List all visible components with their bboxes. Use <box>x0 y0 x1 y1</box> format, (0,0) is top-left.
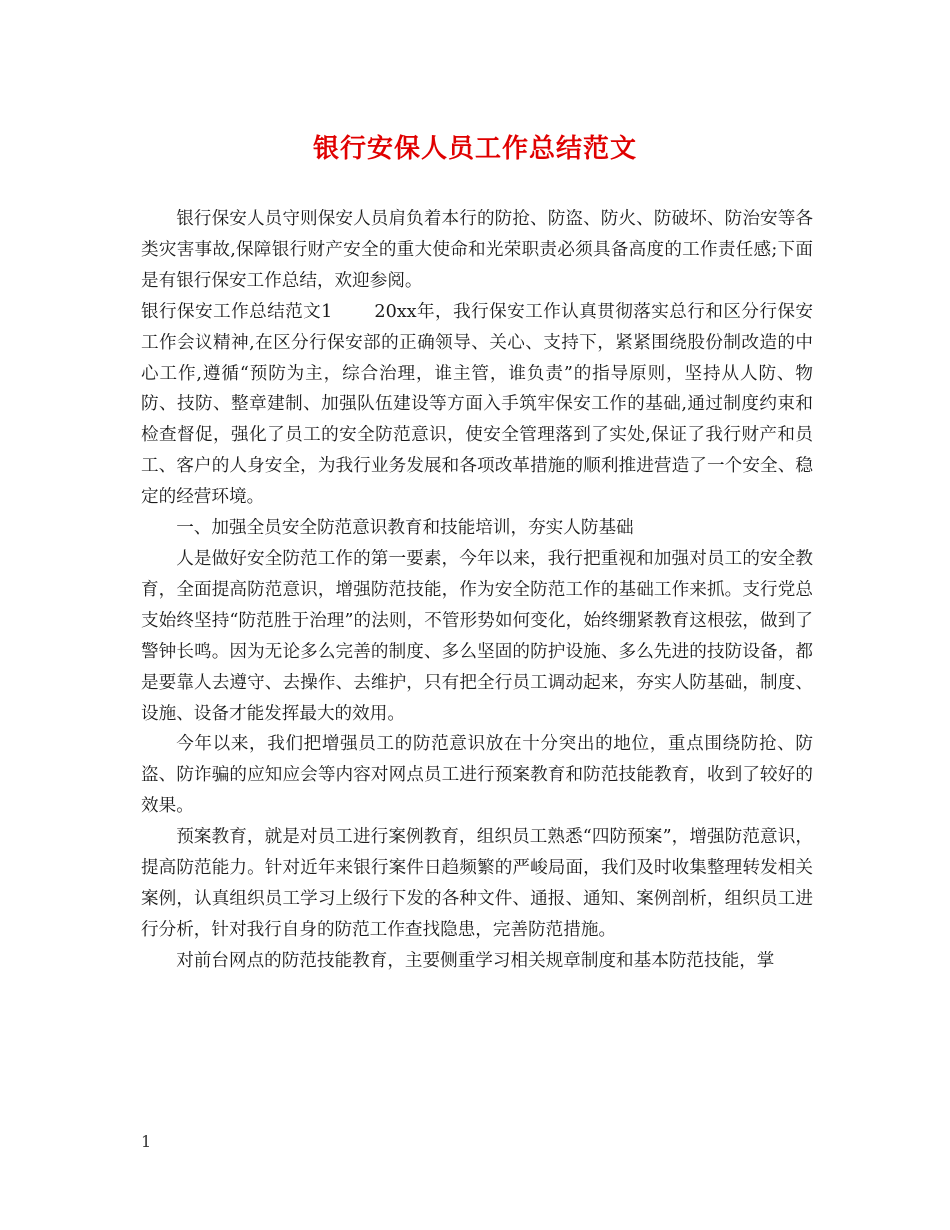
paragraph-front-desk: 对前台网点的防范技能教育，主要侧重学习相关规章制度和基本防范技能，掌 <box>176 950 775 971</box>
document-title: 银行安保人员工作总结范文 <box>312 134 637 164</box>
section-label: 银行保安工作总结范文1 <box>141 301 333 322</box>
paragraph-section-1-text: 20xx年，我行保安工作认真贯彻落实总行和区分行保安工作会议精神,在区分行保安部的正确领导、关心、支持下，紧紧围绕股份制改造的中心工作,遵循“预防为主，综合治理，谁主管，谁负责”的指导原则，坚持从人防、物防、技防、整章建制、加强队伍建设等方面入手筑牢保安工作的基础,通过制度约束和检查督促，强化了员工的安全防范意识，使安全管理落到了实处,保证了我行财产和员工、客户的人身安全，为我行业务发展和各项改革措施的顺利推进营造了一个安全、稳定的经营环境。 <box>141 301 813 508</box>
paragraph-awareness: 今年以来，我们把增强员工的防范意识放在十分突出的地位，重点围绕防抢、防盗、防诈骗的应知应会等内容对网点员工进行预案教育和防范技能教育，收到了较好的效果。 <box>141 734 813 817</box>
paragraph-people: 人是做好安全防范工作的第一要素，今年以来，我行把重视和加强对员工的安全教育，全面提高防范意识，增强防范技能，作为安全防范工作的基础工作来抓。支行党总支始终坚持“防范胜于治理”的法则，不管形势如何变化，始终绷紧教育这根弦，做到了警钟长鸣。因为无论多么完善的制度、多么坚固的防护设施、多么先进的技防设备，都是要靠人去遵守、去操作、去维护，只有把全行员工调动起来，夯实人防基础，制度、设施、设备才能发挥最大的效用。 <box>141 548 813 724</box>
document-body <box>141 204 813 977</box>
paragraph-section-1 <box>141 297 813 513</box>
heading-1: 一、加强全员安全防范意识教育和技能培训，夯实人防基础 <box>176 518 634 539</box>
paragraph-case-education: 预案教育，就是对员工进行案例教育，组织员工熟悉“四防预案”，增强防范意识，提高防范能力。针对近年来银行案件日趋频繁的严峻局面，我们及时收集整理转发相关案例，认真组织员工学习上级行下发的各种文件、通报、通知、案例剖析，组织员工进行分析，针对我行自身的防范工作查找隐患，完善防范措施。 <box>141 827 813 940</box>
paragraph-intro: 银行保安人员守则保安人员肩负着本行的防抢、防盗、防火、防破坏、防治安等各类灾害事故,保障银行财产安全的重大使命和光荣职责必须具备高度的工作责任感;下面是有银行保安工作总结，欢迎参阅。 <box>141 209 813 291</box>
page-number: 1 <box>141 1132 152 1151</box>
